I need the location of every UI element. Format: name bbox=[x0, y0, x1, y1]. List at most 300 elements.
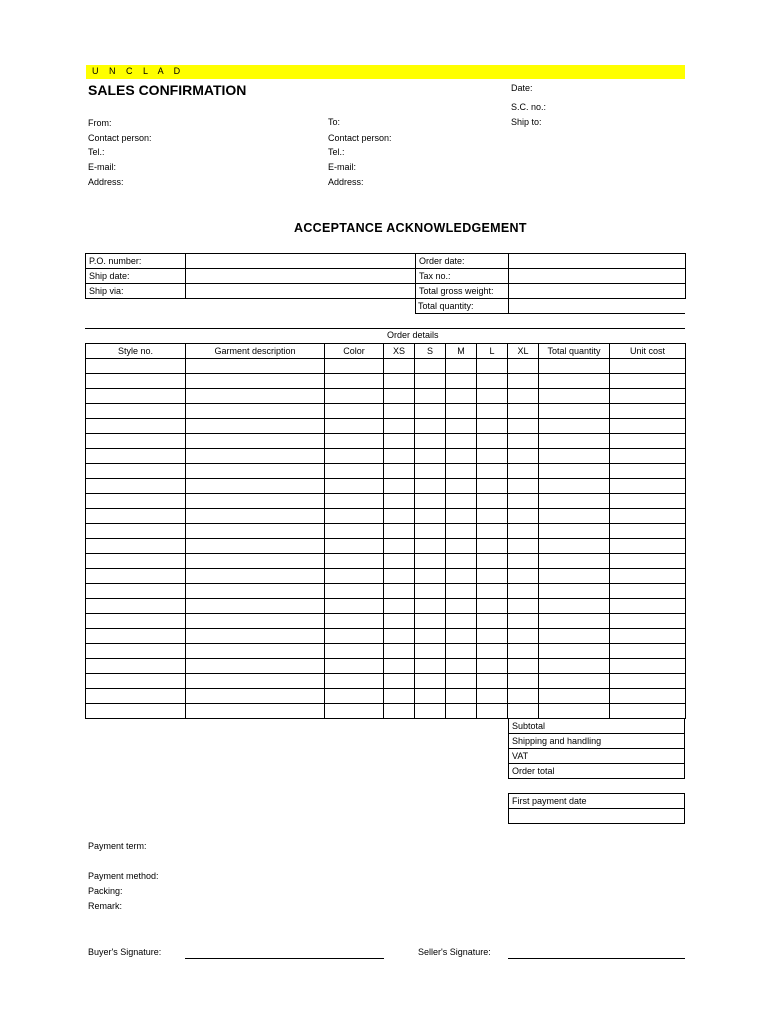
order-cell[interactable] bbox=[86, 419, 186, 434]
order-cell[interactable] bbox=[384, 539, 415, 554]
order-cell[interactable] bbox=[508, 374, 539, 389]
order-cell[interactable] bbox=[186, 494, 325, 509]
order-cell[interactable] bbox=[446, 524, 477, 539]
order-cell[interactable] bbox=[508, 404, 539, 419]
first-payment-table bbox=[508, 793, 685, 824]
order-cell[interactable] bbox=[508, 644, 539, 659]
order-cell[interactable] bbox=[415, 419, 446, 434]
order-cell[interactable] bbox=[325, 689, 384, 704]
ship-date-field[interactable] bbox=[186, 269, 416, 284]
order-cell[interactable] bbox=[446, 554, 477, 569]
col-color: Color bbox=[325, 344, 384, 359]
order-cell[interactable] bbox=[186, 539, 325, 554]
order-cell[interactable] bbox=[610, 494, 686, 509]
order-cell[interactable] bbox=[539, 629, 610, 644]
to-email-label: E-mail: bbox=[328, 162, 357, 172]
order-cell[interactable] bbox=[446, 419, 477, 434]
order-cell[interactable] bbox=[186, 434, 325, 449]
order-cell[interactable] bbox=[86, 689, 186, 704]
order-cell[interactable] bbox=[186, 554, 325, 569]
from-contact-label: Contact person: bbox=[88, 133, 152, 143]
order-cell[interactable] bbox=[477, 704, 508, 719]
seller-signature-line[interactable] bbox=[508, 958, 685, 959]
order-cell[interactable] bbox=[508, 674, 539, 689]
order-cell[interactable] bbox=[508, 419, 539, 434]
order-cell[interactable] bbox=[86, 644, 186, 659]
order-cell[interactable] bbox=[446, 374, 477, 389]
order-cell[interactable] bbox=[186, 479, 325, 494]
col-total-quantity: Total quantity bbox=[539, 344, 610, 359]
order-cell[interactable] bbox=[384, 674, 415, 689]
col-garment-description: Garment description bbox=[186, 344, 325, 359]
order-total-label: Order total bbox=[509, 764, 685, 779]
subtotal-label: Subtotal bbox=[509, 719, 685, 734]
table-row bbox=[86, 479, 686, 494]
order-cell[interactable] bbox=[384, 449, 415, 464]
order-cell[interactable] bbox=[539, 584, 610, 599]
order-cell[interactable] bbox=[384, 659, 415, 674]
order-cell[interactable] bbox=[384, 584, 415, 599]
order-cell[interactable] bbox=[610, 464, 686, 479]
order-cell[interactable] bbox=[477, 674, 508, 689]
tax-no-field[interactable] bbox=[509, 269, 686, 284]
order-cell[interactable] bbox=[415, 644, 446, 659]
order-cell[interactable] bbox=[186, 419, 325, 434]
order-cell[interactable] bbox=[610, 629, 686, 644]
order-cell[interactable] bbox=[86, 629, 186, 644]
table-row bbox=[86, 614, 686, 629]
col-xs: XS bbox=[384, 344, 415, 359]
order-cell[interactable] bbox=[325, 539, 384, 554]
shipping-handling-label: Shipping and handling bbox=[509, 734, 685, 749]
order-cell[interactable] bbox=[325, 629, 384, 644]
from-label: From: bbox=[88, 118, 112, 128]
order-cell[interactable] bbox=[539, 599, 610, 614]
order-cell[interactable] bbox=[446, 569, 477, 584]
order-cell[interactable] bbox=[610, 539, 686, 554]
order-cell[interactable] bbox=[477, 509, 508, 524]
order-cell[interactable] bbox=[415, 659, 446, 674]
ship-via-field[interactable] bbox=[186, 284, 416, 299]
order-date-field[interactable] bbox=[509, 254, 686, 269]
order-cell[interactable] bbox=[508, 509, 539, 524]
order-cell[interactable] bbox=[384, 494, 415, 509]
order-cell[interactable] bbox=[508, 704, 539, 719]
order-cell[interactable] bbox=[415, 539, 446, 554]
order-cell[interactable] bbox=[325, 419, 384, 434]
table-row bbox=[86, 464, 686, 479]
order-cell[interactable] bbox=[477, 479, 508, 494]
order-cell[interactable] bbox=[415, 584, 446, 599]
order-cell[interactable] bbox=[186, 674, 325, 689]
order-cell[interactable] bbox=[86, 554, 186, 569]
date-label: Date: bbox=[511, 83, 533, 93]
order-cell[interactable] bbox=[384, 644, 415, 659]
order-cell[interactable] bbox=[86, 464, 186, 479]
order-cell[interactable] bbox=[446, 704, 477, 719]
order-cell[interactable] bbox=[86, 539, 186, 554]
col-unit-cost: Unit cost bbox=[610, 344, 686, 359]
order-cell[interactable] bbox=[508, 494, 539, 509]
order-cell[interactable] bbox=[446, 629, 477, 644]
order-cell[interactable] bbox=[508, 359, 539, 374]
order-cell[interactable] bbox=[415, 389, 446, 404]
order-cell[interactable] bbox=[610, 644, 686, 659]
order-cell[interactable] bbox=[446, 584, 477, 599]
order-cell[interactable] bbox=[539, 374, 610, 389]
order-cell[interactable] bbox=[415, 554, 446, 569]
order-cell[interactable] bbox=[610, 704, 686, 719]
order-cell[interactable] bbox=[415, 509, 446, 524]
ship-via-label: Ship via: bbox=[86, 284, 186, 299]
order-cell[interactable] bbox=[539, 389, 610, 404]
order-cell[interactable] bbox=[86, 494, 186, 509]
order-cell[interactable] bbox=[610, 524, 686, 539]
order-cell[interactable] bbox=[186, 464, 325, 479]
order-cell[interactable] bbox=[508, 389, 539, 404]
order-cell[interactable] bbox=[539, 419, 610, 434]
order-cell[interactable] bbox=[186, 524, 325, 539]
order-cell[interactable] bbox=[508, 584, 539, 599]
buyer-signature-line[interactable] bbox=[185, 958, 384, 959]
vat-label: VAT bbox=[509, 749, 685, 764]
table-row bbox=[86, 434, 686, 449]
order-cell[interactable] bbox=[610, 584, 686, 599]
order-cell[interactable] bbox=[477, 599, 508, 614]
order-cell[interactable] bbox=[477, 539, 508, 554]
sc-no-label: S.C. no.: bbox=[511, 102, 547, 112]
order-cell[interactable] bbox=[186, 644, 325, 659]
order-cell[interactable] bbox=[446, 434, 477, 449]
order-cell[interactable] bbox=[384, 569, 415, 584]
order-cell[interactable] bbox=[325, 584, 384, 599]
order-cell[interactable] bbox=[610, 419, 686, 434]
order-cell[interactable] bbox=[86, 524, 186, 539]
order-cell[interactable] bbox=[610, 374, 686, 389]
order-cell[interactable] bbox=[384, 689, 415, 704]
order-cell[interactable] bbox=[325, 599, 384, 614]
order-cell[interactable] bbox=[186, 599, 325, 614]
order-cell[interactable] bbox=[415, 479, 446, 494]
order-cell[interactable] bbox=[415, 689, 446, 704]
order-cell[interactable] bbox=[325, 479, 384, 494]
order-cell[interactable] bbox=[86, 449, 186, 464]
order-cell[interactable] bbox=[539, 704, 610, 719]
order-cell[interactable] bbox=[86, 584, 186, 599]
order-cell[interactable] bbox=[384, 419, 415, 434]
order-cell[interactable] bbox=[610, 554, 686, 569]
order-cell[interactable] bbox=[508, 434, 539, 449]
order-cell[interactable] bbox=[325, 524, 384, 539]
order-cell[interactable] bbox=[86, 479, 186, 494]
payment-method-label: Payment method: bbox=[88, 871, 159, 881]
order-cell[interactable] bbox=[186, 689, 325, 704]
table-row bbox=[86, 569, 686, 584]
order-cell[interactable] bbox=[477, 464, 508, 479]
order-cell[interactable] bbox=[186, 704, 325, 719]
order-cell[interactable] bbox=[325, 554, 384, 569]
first-payment-date-field[interactable] bbox=[509, 809, 685, 824]
order-cell[interactable] bbox=[384, 629, 415, 644]
order-cell[interactable] bbox=[415, 524, 446, 539]
order-cell[interactable] bbox=[415, 404, 446, 419]
order-cell[interactable] bbox=[325, 704, 384, 719]
order-cell[interactable] bbox=[415, 614, 446, 629]
order-cell[interactable] bbox=[539, 524, 610, 539]
order-cell[interactable] bbox=[384, 614, 415, 629]
order-cell[interactable] bbox=[539, 449, 610, 464]
from-email-label: E-mail: bbox=[88, 162, 117, 172]
table-row bbox=[86, 644, 686, 659]
order-cell[interactable] bbox=[539, 689, 610, 704]
order-cell[interactable] bbox=[446, 464, 477, 479]
order-cell[interactable] bbox=[610, 689, 686, 704]
to-tel-label: Tel.: bbox=[328, 147, 345, 157]
table-row bbox=[86, 389, 686, 404]
order-cell[interactable] bbox=[86, 614, 186, 629]
order-cell[interactable] bbox=[508, 569, 539, 584]
order-cell[interactable] bbox=[477, 434, 508, 449]
order-cell[interactable] bbox=[325, 359, 384, 374]
order-cell[interactable] bbox=[539, 359, 610, 374]
order-cell[interactable] bbox=[610, 599, 686, 614]
table-row bbox=[86, 674, 686, 689]
from-address-label: Address: bbox=[88, 177, 124, 187]
order-cell[interactable] bbox=[508, 689, 539, 704]
order-cell[interactable] bbox=[415, 464, 446, 479]
gross-weight-field[interactable] bbox=[509, 284, 686, 299]
order-cell[interactable] bbox=[446, 449, 477, 464]
col-m: M bbox=[446, 344, 477, 359]
order-cell[interactable] bbox=[477, 629, 508, 644]
ship-date-label: Ship date: bbox=[86, 269, 186, 284]
order-cell[interactable] bbox=[610, 509, 686, 524]
order-cell[interactable] bbox=[610, 614, 686, 629]
order-cell[interactable] bbox=[415, 629, 446, 644]
order-cell[interactable] bbox=[384, 479, 415, 494]
order-cell[interactable] bbox=[415, 674, 446, 689]
order-cell[interactable] bbox=[610, 659, 686, 674]
order-cell[interactable] bbox=[508, 614, 539, 629]
order-cell[interactable] bbox=[325, 644, 384, 659]
order-cell[interactable] bbox=[446, 689, 477, 704]
order-cell[interactable] bbox=[477, 524, 508, 539]
order-cell[interactable] bbox=[610, 359, 686, 374]
order-details-table bbox=[85, 343, 686, 719]
order-cell[interactable] bbox=[508, 554, 539, 569]
order-cell[interactable] bbox=[86, 359, 186, 374]
order-cell[interactable] bbox=[86, 599, 186, 614]
order-cell[interactable] bbox=[610, 674, 686, 689]
order-cell[interactable] bbox=[325, 494, 384, 509]
order-cell[interactable] bbox=[610, 389, 686, 404]
order-cell[interactable] bbox=[446, 404, 477, 419]
order-cell[interactable] bbox=[446, 494, 477, 509]
ship-to-label: Ship to: bbox=[511, 117, 542, 127]
order-cell[interactable] bbox=[477, 614, 508, 629]
table-row bbox=[86, 554, 686, 569]
order-cell[interactable] bbox=[539, 659, 610, 674]
order-cell[interactable] bbox=[539, 539, 610, 554]
order-cell[interactable] bbox=[384, 509, 415, 524]
order-cell[interactable] bbox=[86, 404, 186, 419]
order-cell[interactable] bbox=[539, 479, 610, 494]
order-cell[interactable] bbox=[186, 584, 325, 599]
order-cell[interactable] bbox=[477, 584, 508, 599]
order-cell[interactable] bbox=[186, 389, 325, 404]
order-cell[interactable] bbox=[186, 374, 325, 389]
order-cell[interactable] bbox=[86, 704, 186, 719]
order-cell[interactable] bbox=[325, 449, 384, 464]
order-cell[interactable] bbox=[86, 434, 186, 449]
order-cell[interactable] bbox=[325, 404, 384, 419]
order-info-table bbox=[85, 253, 686, 299]
order-cell[interactable] bbox=[446, 659, 477, 674]
order-cell[interactable] bbox=[415, 449, 446, 464]
to-contact-label: Contact person: bbox=[328, 133, 392, 143]
order-cell[interactable] bbox=[477, 449, 508, 464]
tax-no-label: Tax no.: bbox=[416, 269, 509, 284]
order-cell[interactable] bbox=[477, 689, 508, 704]
table-row bbox=[86, 629, 686, 644]
order-cell[interactable] bbox=[446, 389, 477, 404]
order-cell[interactable] bbox=[446, 674, 477, 689]
order-cell[interactable] bbox=[446, 599, 477, 614]
order-cell[interactable] bbox=[539, 554, 610, 569]
po-number-field[interactable] bbox=[186, 254, 416, 269]
order-cell[interactable] bbox=[508, 464, 539, 479]
order-cell[interactable] bbox=[415, 569, 446, 584]
order-cell[interactable] bbox=[610, 404, 686, 419]
order-cell[interactable] bbox=[539, 644, 610, 659]
order-cell[interactable] bbox=[477, 359, 508, 374]
order-cell[interactable] bbox=[86, 509, 186, 524]
order-cell[interactable] bbox=[325, 389, 384, 404]
table-row bbox=[86, 524, 686, 539]
table-row bbox=[86, 419, 686, 434]
order-cell[interactable] bbox=[477, 419, 508, 434]
order-cell[interactable] bbox=[186, 569, 325, 584]
order-cell[interactable] bbox=[446, 509, 477, 524]
order-cell[interactable] bbox=[384, 404, 415, 419]
order-cell[interactable] bbox=[415, 494, 446, 509]
order-cell[interactable] bbox=[539, 614, 610, 629]
order-cell[interactable] bbox=[384, 704, 415, 719]
order-cell[interactable] bbox=[610, 479, 686, 494]
order-cell[interactable] bbox=[186, 614, 325, 629]
order-cell[interactable] bbox=[325, 614, 384, 629]
order-cell[interactable] bbox=[86, 674, 186, 689]
order-cell[interactable] bbox=[86, 659, 186, 674]
order-cell[interactable] bbox=[384, 374, 415, 389]
order-cell[interactable] bbox=[539, 494, 610, 509]
col-xl: XL bbox=[508, 344, 539, 359]
order-cell[interactable] bbox=[446, 359, 477, 374]
order-cell[interactable] bbox=[415, 599, 446, 614]
order-cell[interactable] bbox=[539, 674, 610, 689]
order-cell[interactable] bbox=[86, 389, 186, 404]
total-quantity-field[interactable] bbox=[509, 298, 684, 313]
order-cell[interactable] bbox=[508, 599, 539, 614]
order-cell[interactable] bbox=[539, 434, 610, 449]
order-cell[interactable] bbox=[384, 464, 415, 479]
order-cell[interactable] bbox=[539, 404, 610, 419]
order-cell[interactable] bbox=[508, 479, 539, 494]
table-row bbox=[86, 704, 686, 719]
brand-name: U N C L A D bbox=[92, 66, 185, 76]
divider bbox=[415, 298, 416, 314]
order-cell[interactable] bbox=[539, 509, 610, 524]
total-quantity-label: Total quantity: bbox=[418, 301, 474, 311]
order-cell[interactable] bbox=[186, 404, 325, 419]
order-cell[interactable] bbox=[186, 359, 325, 374]
order-cell[interactable] bbox=[86, 374, 186, 389]
order-cell[interactable] bbox=[325, 374, 384, 389]
table-row bbox=[86, 509, 686, 524]
order-cell[interactable] bbox=[477, 554, 508, 569]
order-cell[interactable] bbox=[610, 569, 686, 584]
order-cell[interactable] bbox=[539, 464, 610, 479]
order-cell[interactable] bbox=[325, 569, 384, 584]
order-cell[interactable] bbox=[384, 599, 415, 614]
order-cell[interactable] bbox=[477, 659, 508, 674]
payment-term-label: Payment term: bbox=[88, 841, 147, 851]
order-cell[interactable] bbox=[186, 509, 325, 524]
order-cell[interactable] bbox=[477, 374, 508, 389]
order-cell[interactable] bbox=[186, 449, 325, 464]
order-cell[interactable] bbox=[508, 659, 539, 674]
order-cell[interactable] bbox=[384, 434, 415, 449]
order-cell[interactable] bbox=[508, 524, 539, 539]
order-cell[interactable] bbox=[477, 389, 508, 404]
order-cell[interactable] bbox=[325, 464, 384, 479]
totals-table bbox=[508, 718, 685, 779]
order-cell[interactable] bbox=[186, 659, 325, 674]
order-cell[interactable] bbox=[384, 554, 415, 569]
order-cell[interactable] bbox=[415, 359, 446, 374]
order-cell[interactable] bbox=[325, 509, 384, 524]
order-cell[interactable] bbox=[415, 434, 446, 449]
order-cell[interactable] bbox=[508, 539, 539, 554]
order-cell[interactable] bbox=[446, 614, 477, 629]
order-cell[interactable] bbox=[384, 389, 415, 404]
order-cell[interactable] bbox=[446, 644, 477, 659]
order-cell[interactable] bbox=[86, 569, 186, 584]
table-row bbox=[86, 599, 686, 614]
order-cell[interactable] bbox=[508, 449, 539, 464]
order-cell[interactable] bbox=[325, 659, 384, 674]
order-cell[interactable] bbox=[610, 434, 686, 449]
order-cell[interactable] bbox=[539, 569, 610, 584]
order-cell[interactable] bbox=[446, 539, 477, 554]
table-row bbox=[86, 449, 686, 464]
order-cell[interactable] bbox=[446, 479, 477, 494]
order-cell[interactable] bbox=[477, 569, 508, 584]
order-cell[interactable] bbox=[610, 449, 686, 464]
order-cell[interactable] bbox=[384, 524, 415, 539]
order-cell[interactable] bbox=[477, 404, 508, 419]
order-cell[interactable] bbox=[325, 674, 384, 689]
order-cell[interactable] bbox=[415, 704, 446, 719]
order-cell[interactable] bbox=[415, 374, 446, 389]
table-row bbox=[86, 374, 686, 389]
order-cell[interactable] bbox=[508, 629, 539, 644]
order-cell[interactable] bbox=[384, 359, 415, 374]
order-cell[interactable] bbox=[477, 644, 508, 659]
order-cell[interactable] bbox=[186, 629, 325, 644]
order-cell[interactable] bbox=[477, 494, 508, 509]
order-cell[interactable] bbox=[325, 434, 384, 449]
